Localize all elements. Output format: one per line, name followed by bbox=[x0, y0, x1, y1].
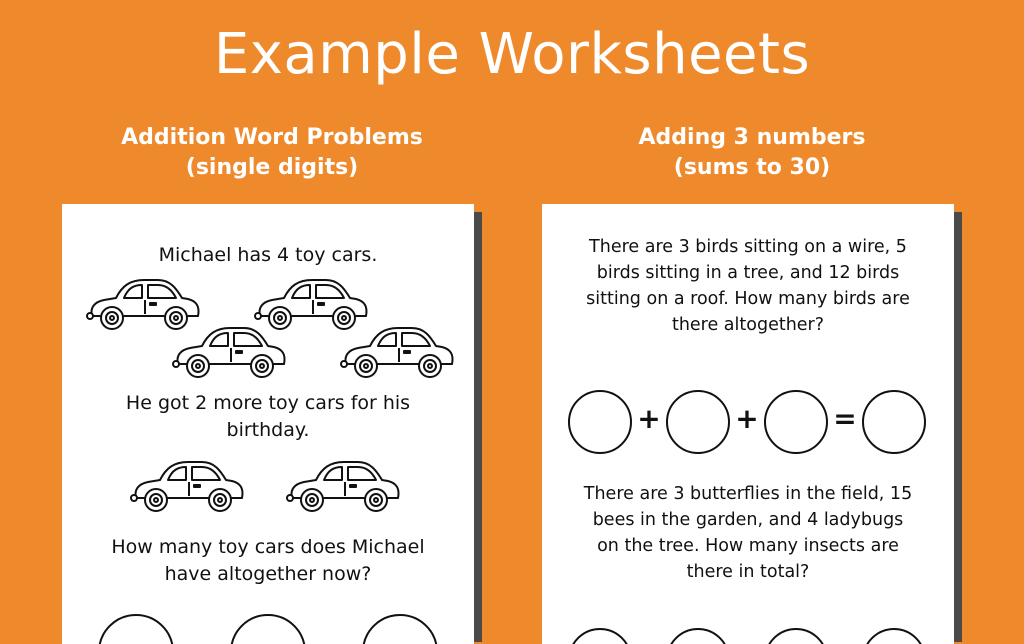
problem-text-2-line2: birthday. bbox=[226, 419, 310, 441]
problem-1-line: birds sitting in a tree, and 12 birds bbox=[596, 263, 900, 283]
toy-car-icon bbox=[128, 454, 248, 518]
problem-text-3-line1: How many toy cars does Michael bbox=[111, 536, 425, 558]
plus-operator: + bbox=[735, 402, 759, 435]
answer-circle[interactable] bbox=[230, 614, 306, 644]
answer-circle[interactable] bbox=[568, 390, 632, 454]
left-sheet-shadow bbox=[474, 212, 482, 642]
problem-2-line: on the tree. How many insects are bbox=[597, 536, 899, 556]
toy-car-icon bbox=[284, 454, 404, 518]
problem-1-line: There are 3 birds sitting on a wire, 5 bbox=[589, 237, 907, 257]
answer-circle[interactable] bbox=[666, 390, 730, 454]
plus-operator: + bbox=[637, 402, 661, 435]
answer-circle[interactable] bbox=[568, 628, 632, 644]
toy-car-icon bbox=[170, 320, 290, 384]
answer-circle[interactable] bbox=[666, 628, 730, 644]
answer-circle[interactable] bbox=[98, 614, 174, 644]
problem-2-line: There are 3 butterflies in the field, 15 bbox=[583, 484, 913, 504]
worksheet-addition-word-problems bbox=[62, 204, 474, 644]
right-sheet-shadow bbox=[954, 212, 962, 642]
problem-1-line: there altogether? bbox=[671, 315, 825, 335]
problem-1-text bbox=[542, 234, 954, 338]
right-column-heading bbox=[572, 123, 932, 183]
left-heading-line1: Addition Word Problems bbox=[121, 125, 423, 150]
problem-2-line: bees in the garden, and 4 ladybugs bbox=[592, 510, 904, 530]
problem-text-1: Michael has 4 toy cars. bbox=[158, 244, 378, 266]
equals-operator: = bbox=[833, 402, 857, 435]
answer-circle[interactable] bbox=[862, 390, 926, 454]
right-heading-line1: Adding 3 numbers bbox=[638, 125, 866, 150]
problem-text-2-line1: He got 2 more toy cars for his bbox=[125, 392, 411, 414]
problem-2-line: there in total? bbox=[686, 562, 810, 582]
problem-text-2 bbox=[62, 390, 474, 444]
answer-circle[interactable] bbox=[764, 390, 828, 454]
page-title: Example Worksheets bbox=[213, 22, 811, 87]
right-heading-line2: (sums to 30) bbox=[673, 155, 831, 180]
toy-car-icon bbox=[338, 320, 458, 384]
problem-2-text bbox=[542, 481, 954, 585]
answer-circle[interactable] bbox=[764, 628, 828, 644]
answer-circle[interactable] bbox=[862, 628, 926, 644]
answer-circle[interactable] bbox=[362, 614, 438, 644]
worksheet-adding-3-numbers bbox=[542, 204, 954, 644]
problem-text-3-line2: have altogether now? bbox=[164, 563, 372, 585]
left-heading-line2: (single digits) bbox=[185, 155, 359, 180]
problem-1-line: sitting on a roof. How many birds are bbox=[586, 289, 910, 309]
problem-text-3 bbox=[62, 534, 474, 588]
left-column-heading bbox=[92, 123, 452, 183]
